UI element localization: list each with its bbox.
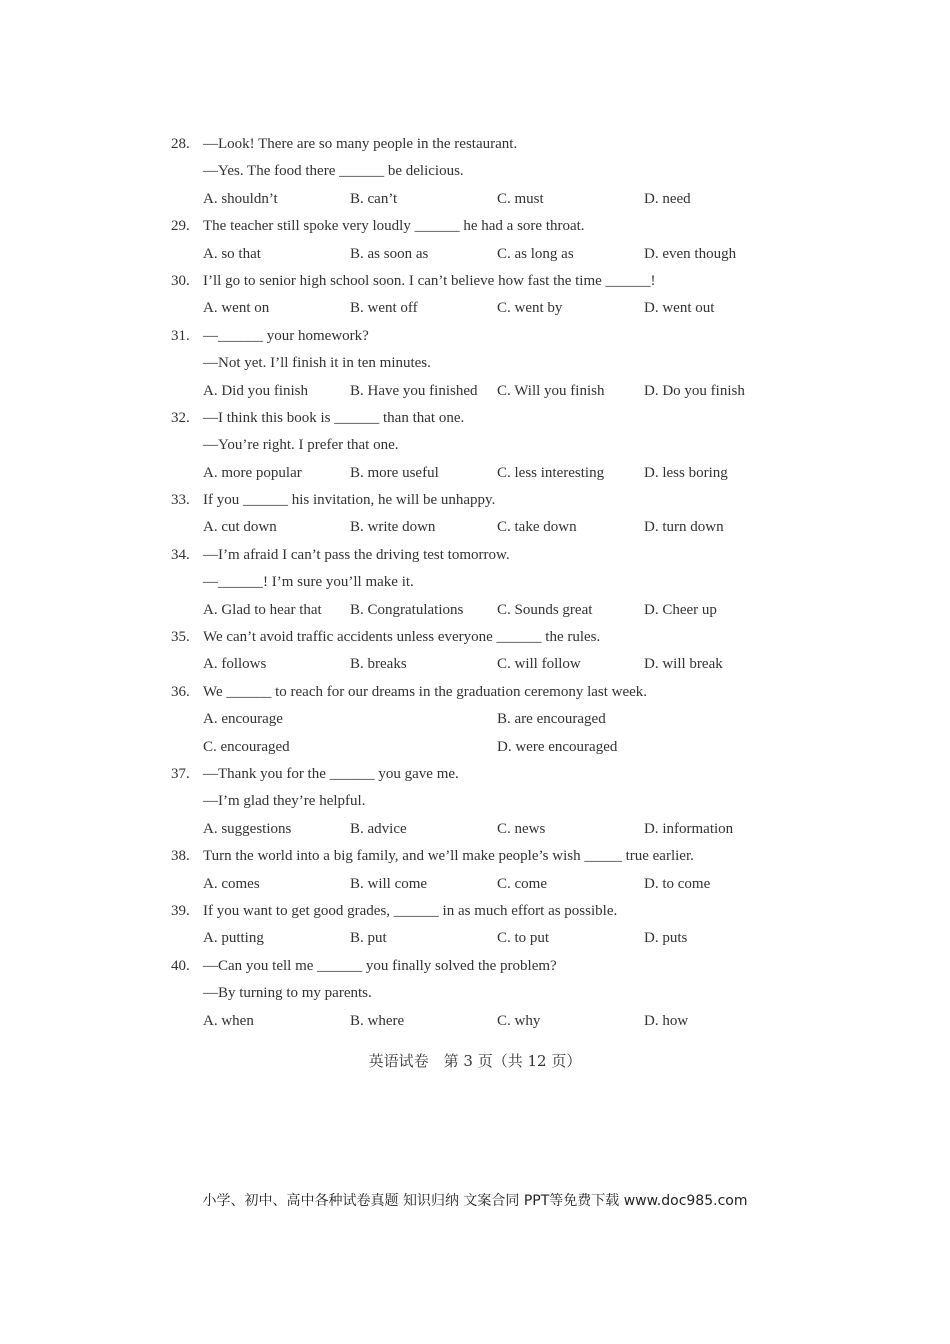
question-item: [171, 953, 791, 1035]
answer-option: A. comes: [203, 875, 260, 892]
answer-option: D. information: [644, 820, 734, 837]
question-text: The teacher still spoke very loudly ______ he had a sore throat.: [203, 218, 585, 235]
answer-option: D. how: [644, 1012, 689, 1029]
question-text: —I’m glad they’re helpful.: [203, 793, 366, 810]
question-stem: [171, 405, 791, 432]
question-number: 34.: [171, 546, 190, 563]
answer-option: B. went off: [350, 300, 418, 317]
answer-options: [171, 295, 791, 322]
question-item: [171, 323, 791, 405]
question-item: [171, 843, 791, 898]
answer-option: D. will break: [644, 656, 723, 673]
answer-option: B. write down: [350, 519, 436, 536]
answer-option: C. will follow: [497, 656, 581, 673]
answer-option: D. turn down: [644, 519, 724, 536]
answer-option: A. Glad to hear that: [203, 601, 322, 618]
download-banner: 小学、初中、高中各种试卷真题 知识归纳 文案合同 PPT等免费下载 www.doc985.com: [202, 1193, 748, 1209]
question-text: We can’t avoid traffic accidents unless everyone ______ the rules.: [203, 629, 601, 646]
answer-option: A. went on: [203, 300, 270, 317]
question-item: [171, 268, 791, 323]
question-stem: [171, 542, 791, 569]
answer-option: A. putting: [203, 930, 264, 947]
answer-option: C. as long as: [497, 245, 574, 262]
question-item: [171, 542, 791, 624]
answer-option: C. why: [497, 1012, 541, 1029]
question-item: [171, 213, 791, 268]
question-item: [171, 898, 791, 953]
question-dialogue-line: [171, 980, 791, 1007]
question-text: —Yes. The food there ______ be delicious.: [203, 163, 464, 180]
question-text: —Not yet. I’ll finish it in ten minutes.: [203, 355, 431, 372]
answer-option: D. were encouraged: [497, 738, 618, 755]
question-number: 39.: [171, 902, 190, 919]
question-text: Turn the world into a big family, and we’ll make people’s wish _____ true earlier.: [203, 848, 694, 865]
answer-option: B. where: [350, 1012, 405, 1029]
question-dialogue-line: [171, 350, 791, 377]
answer-option: C. encouraged: [203, 738, 290, 755]
answer-option: B. can’t: [350, 190, 398, 207]
answer-option: B. are encouraged: [497, 711, 606, 728]
question-text: I’ll go to senior high school soon. I can’t believe how fast the time ______!: [203, 272, 656, 289]
answer-options: [171, 816, 791, 843]
question-text: —By turning to my parents.: [203, 985, 372, 1002]
answer-options: [171, 378, 791, 405]
answer-option: B. breaks: [350, 656, 407, 673]
answer-option: C. went by: [497, 300, 563, 317]
answer-option: A. shouldn’t: [203, 190, 278, 207]
answer-option: C. come: [497, 875, 547, 892]
answer-options: [171, 734, 791, 761]
question-list: [171, 131, 791, 1035]
question-item: [171, 761, 791, 843]
answer-options: [171, 925, 791, 952]
question-item: [171, 131, 791, 213]
answer-option: D. to come: [644, 875, 711, 892]
answer-option: A. suggestions: [203, 820, 292, 837]
answer-options: [171, 1008, 791, 1035]
question-stem: [171, 843, 791, 870]
page-footer: 英语试卷 第 3 页（共 12 页）: [368, 1052, 582, 1070]
question-text: —Thank you for the ______ you gave me.: [203, 765, 459, 782]
answer-option: B. as soon as: [350, 245, 429, 262]
question-number: 31.: [171, 327, 190, 344]
question-dialogue-line: [171, 569, 791, 596]
question-text: —Can you tell me ______ you finally solved the problem?: [203, 957, 557, 974]
answer-option: D. went out: [644, 300, 715, 317]
question-stem: [171, 323, 791, 350]
answer-option: A. encourage: [203, 711, 283, 728]
answer-option: B. put: [350, 930, 387, 947]
answer-option: B. advice: [350, 820, 407, 837]
question-number: 37.: [171, 765, 190, 782]
answer-option: C. Will you finish: [497, 382, 605, 399]
answer-option: B. Congratulations: [350, 601, 464, 618]
question-text: —I think this book is ______ than that one.: [203, 409, 465, 426]
question-item: [171, 679, 791, 761]
question-text: —Look! There are so many people in the restaurant.: [203, 136, 518, 152]
answer-option: C. to put: [497, 930, 550, 947]
answer-option: A. so that: [203, 245, 261, 262]
answer-option: A. when: [203, 1012, 254, 1029]
answer-option: A. cut down: [203, 519, 277, 536]
question-stem: [171, 487, 791, 514]
answer-option: B. more useful: [350, 464, 439, 481]
question-number: 36.: [171, 683, 190, 700]
answer-options: [171, 871, 791, 898]
answer-option: D. even though: [644, 245, 737, 262]
question-number: 32.: [171, 409, 190, 426]
question-text: —I’m afraid I can’t pass the driving test tomorrow.: [203, 546, 510, 563]
answer-options: [171, 186, 791, 213]
answer-option: D. Do you finish: [644, 382, 745, 399]
question-dialogue-line: [171, 788, 791, 815]
question-number: 38.: [171, 848, 190, 865]
question-number: 29.: [171, 218, 190, 235]
question-stem: [171, 898, 791, 925]
question-stem: [171, 953, 791, 980]
question-stem: [171, 131, 791, 158]
answer-option: D. need: [644, 190, 691, 207]
question-dialogue-line: [171, 432, 791, 459]
answer-option: C. must: [497, 190, 544, 207]
answer-options: [171, 514, 791, 541]
question-dialogue-line: [171, 158, 791, 185]
question-number: 33.: [171, 492, 190, 509]
question-text: —You’re right. I prefer that one.: [203, 437, 399, 454]
question-text: —______ your homework?: [203, 327, 369, 344]
answer-options: [171, 651, 791, 678]
answer-option: C. Sounds great: [497, 601, 593, 618]
question-number: 28.: [171, 136, 190, 152]
answer-option: A. follows: [203, 656, 267, 673]
question-text: We ______ to reach for our dreams in the graduation ceremony last week.: [203, 683, 648, 700]
answer-option: D. less boring: [644, 464, 728, 481]
question-text: If you want to get good grades, ______ in as much effort as possible.: [203, 902, 618, 919]
answer-option: C. take down: [497, 519, 577, 536]
question-number: 35.: [171, 629, 190, 646]
answer-option: C. less interesting: [497, 464, 605, 481]
answer-option: C. news: [497, 820, 546, 837]
question-number: 40.: [171, 957, 190, 974]
question-stem: [171, 213, 791, 240]
question-number: 30.: [171, 272, 190, 289]
question-text: —______! I’m sure you’ll make it.: [203, 574, 414, 591]
question-item: [171, 405, 791, 487]
question-text: If you ______ his invitation, he will be unhappy.: [203, 492, 496, 509]
answer-options: [171, 597, 791, 624]
question-stem: [171, 679, 791, 706]
question-item: [171, 487, 791, 542]
answer-options: [171, 460, 791, 487]
question-item: [171, 624, 791, 679]
answer-option: B. Have you finished: [350, 382, 478, 399]
question-stem: [171, 761, 791, 788]
answer-option: D. Cheer up: [644, 601, 717, 618]
answer-option: A. more popular: [203, 464, 302, 481]
question-stem: [171, 268, 791, 295]
answer-options: [171, 706, 791, 733]
question-stem: [171, 624, 791, 651]
answer-option: A. Did you finish: [203, 382, 308, 399]
answer-option: B. will come: [350, 875, 428, 892]
answer-options: [171, 241, 791, 268]
answer-option: D. puts: [644, 930, 688, 947]
